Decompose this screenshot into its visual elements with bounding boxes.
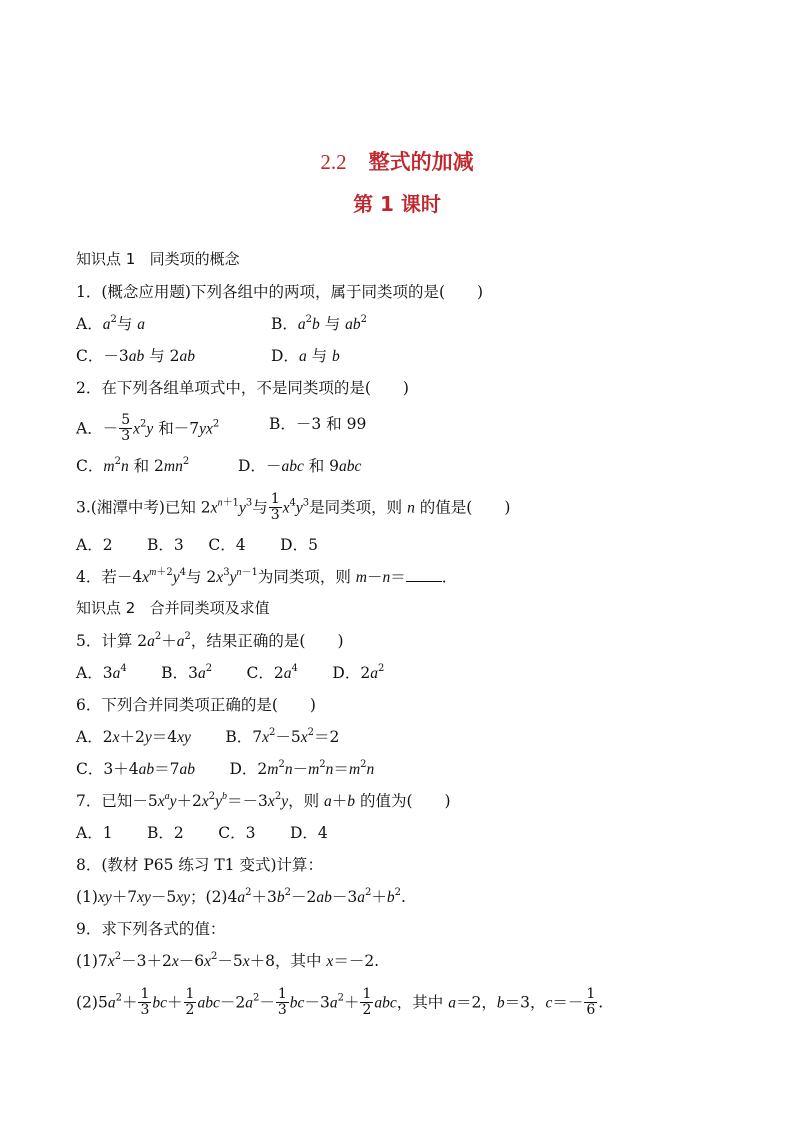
q8-parts: (1)xy＋7xy－5xy；$(2)4a^2+3b^2-2ab-3a^2+b^2$. [76, 887, 406, 906]
q2-option-d: D．－abc 和 9abc [238, 457, 362, 475]
question-4: 4．若$-4x^{m+2}y^4$与 $2x^3y^{n-1}$为同类项，则 m－n＝ ． [76, 567, 458, 586]
section-title: 合并同类项及求值 [149, 599, 270, 617]
question-9: 9．求下列各式的值： [76, 920, 226, 938]
q2-option-c: C．$m^2n$ 和 $2mn^2$ [76, 456, 190, 475]
section-number: 2.2 [320, 150, 347, 174]
q9-part-1: $(1)7x^2-3+2x-6x^2-5x+8$，其中 x＝－2. [76, 951, 380, 970]
q7-options: A．1 B．2 C．3 D．4 [76, 824, 328, 842]
section-label: 知识点 2 [76, 599, 136, 617]
answer-blank[interactable] [406, 567, 442, 582]
q6-option-cd: C．3＋4ab＝7ab D．$2m^2n-m^2n=m^2n$ [76, 759, 375, 778]
section-label: 知识点 1 [76, 250, 136, 268]
question-8: 8．(教材 P65 练习 T1 变式)计算： [76, 856, 324, 874]
page-title [0, 146, 794, 176]
q1-option-b: B．$a^2b$ 与 $ab^2$ [271, 314, 367, 333]
page-subtitle: 第 1 课时 [353, 192, 441, 216]
section-heading-2 [76, 598, 270, 618]
question-5: 5．计算 $2a^2+a^2$，结果正确的是( ) [76, 631, 344, 650]
q6-option-ab: A．2x＋2y＝4xy B．$7x^2-5x^2=2$ [76, 727, 340, 746]
q2-option-b: B．－3 和 99 [269, 415, 367, 433]
section-heading-1 [76, 249, 240, 269]
q1-option-c: C．－3ab 与 2ab [76, 347, 195, 365]
q1-option-a: A．$a^2$与 a [76, 314, 146, 333]
q9-part-2: $(2)5a^2+$ $\frac{1}{3}$ bc＋ $\frac{1}{2}$ $abc-2a^2-$ $\frac{1}{3}$ $bc-3a^2+$ $\frac{1}{2}$ abc，其中 a＝2，b＝3，c＝－ $\frac{1}{6}$ . [76, 986, 604, 1018]
question-7: 7．已知$-5x^ay+2x^2y^b=-3x^2y$，则 a＋b 的值为( ) [76, 791, 451, 810]
question-3: 3.(湘潭中考)已知 $2x^{n+1}y^3$与 $\frac{1}{3}$ $x^4y^3$是同类项，则 n 的值是( ) [76, 491, 511, 523]
q2-option-a: A．－ $\frac{5}{3}$ $x^2y$ 和$-7yx^2$ [76, 412, 220, 444]
question-2: 2．在下列各组单项式中，不是同类项的是( ) [76, 379, 409, 397]
question-6: 6．下列合并同类项正确的是( ) [76, 696, 316, 714]
q1-option-d: D．a 与 b [271, 347, 340, 365]
question-1: 1．(概念应用题)下列各组中的两项，属于同类项的是( ) [76, 283, 484, 301]
q3-options: A．2 B．3 C．4 D．5 [76, 536, 318, 554]
section-title: 同类项的概念 [149, 250, 240, 268]
title-text: 整式的加减 [368, 150, 474, 174]
q5-options: A．$3a^4$ B．$3a^2$ C．$2a^4$ D．$2a^2$ [76, 663, 385, 682]
